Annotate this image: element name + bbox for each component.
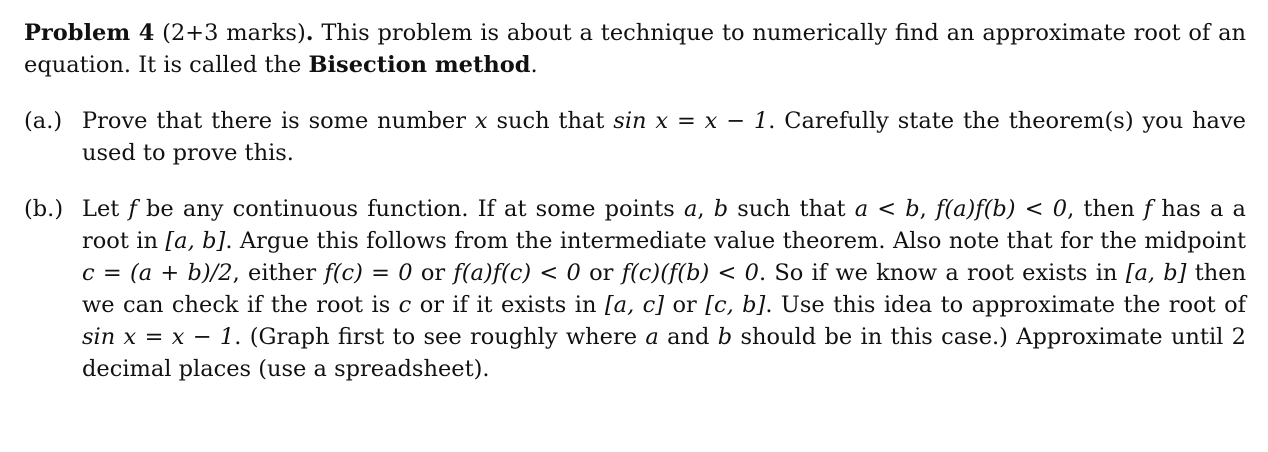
method-name: Bisection method <box>308 52 531 78</box>
part-b-text: . Argue this follows from the intermediate value theorem. Also note that for the midpoint <box>225 228 1246 254</box>
math-expression: f <box>1143 196 1153 222</box>
part-b-text: or <box>672 292 697 318</box>
part-b-label: (b.) <box>24 196 64 222</box>
part-b-text: , either <box>232 260 317 286</box>
part-b-text: has a a root in <box>82 196 1246 254</box>
problem-heading: Problem 4 <box>24 20 155 46</box>
problem-marks: (2+3 marks) <box>162 20 306 46</box>
math-expression: b <box>717 324 733 350</box>
part-b-text: , <box>919 196 927 222</box>
part-b-text: be any continuous function. If at some points <box>145 196 675 222</box>
part-b-text: and <box>667 324 710 350</box>
part-b-text: , then <box>1067 196 1135 222</box>
math-expression: [a, b] <box>165 228 226 254</box>
part-b-text: . So if we know a root exists in <box>758 260 1118 286</box>
problem-document <box>24 17 1246 385</box>
problem-intro-end: . <box>530 52 538 78</box>
part-a-label: (a.) <box>24 108 63 134</box>
math-expression: f <box>128 196 137 222</box>
math-expression: a < b <box>854 196 920 222</box>
math-expression: a <box>683 196 698 222</box>
part-b-text: or <box>589 260 614 286</box>
math-expression: c = (a + b)/2 <box>82 260 233 286</box>
problem-heading-period: . <box>305 20 314 46</box>
part-b-text: should be in this case.) Approximate until 2 decimal places (use a spreadsheet). <box>82 324 1246 382</box>
part-b-text: . Use this idea to approximate the root of <box>765 292 1246 318</box>
math-expression: [c, b] <box>705 292 766 318</box>
part-a <box>24 105 1246 169</box>
part-a-text: Prove that there is some number <box>82 108 466 134</box>
part-b <box>24 193 1246 385</box>
math-expression: f(c) = 0 <box>324 260 413 286</box>
part-b-text: . (Graph first to see roughly where <box>234 324 638 350</box>
part-b-text: or <box>420 260 446 286</box>
part-b-text: or if it exists in <box>419 292 597 318</box>
part-a-text: . Carefully state the theorem(s) you have used to prove this. <box>82 108 1246 166</box>
math-expression: [a, c] <box>604 292 665 318</box>
math-expression: a <box>645 324 659 350</box>
math-expression: c <box>398 292 412 318</box>
math-expression: f(c)(f(b) < 0 <box>621 260 759 286</box>
math-expression: sin x = x − 1 <box>82 324 235 350</box>
math-variable: x <box>474 108 488 134</box>
part-b-text: , <box>697 196 705 222</box>
math-expression: f(a)f(c) < 0 <box>453 260 581 286</box>
math-expression: [a, b] <box>1125 260 1187 286</box>
problem-intro <box>24 17 1246 81</box>
math-expression: f(a)f(b) < 0 <box>935 196 1068 222</box>
problem-intro-text: This problem is about a technique to numerically find an approximate root of an equation. It is called the <box>24 20 1246 78</box>
part-b-text: such that <box>737 196 846 222</box>
part-a-text: such that <box>496 108 605 134</box>
math-equation: sin x = x − 1 <box>613 108 769 134</box>
part-b-text: then we can check if the root is <box>82 260 1247 318</box>
math-expression: b <box>713 196 729 222</box>
part-b-text: Let <box>82 196 120 222</box>
